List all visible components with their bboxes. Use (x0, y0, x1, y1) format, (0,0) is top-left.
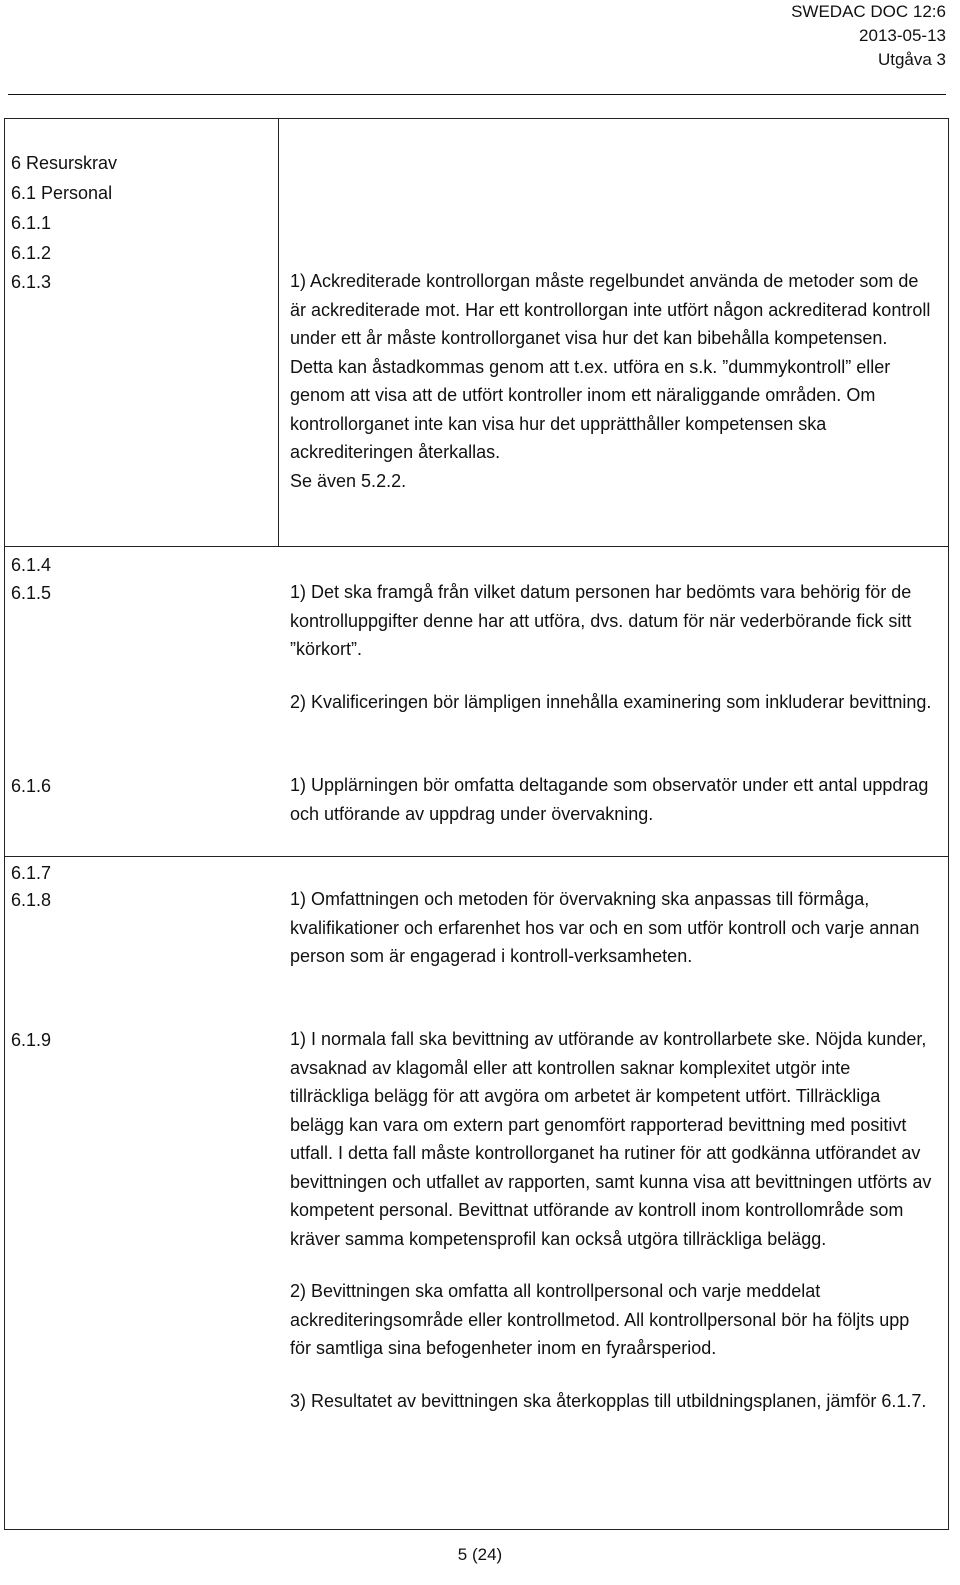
section-title: 6 Resurskrav (11, 153, 118, 173)
header-rule (8, 94, 946, 95)
clause-text-6-1-8 (290, 885, 932, 971)
doc-id: SWEDAC DOC 12:6 (791, 2, 946, 21)
clause-text-6-1-3 (290, 267, 932, 495)
clause-number-6-1-6: 6.1.6 (11, 776, 52, 796)
paragraph: 1) I normala fall ska bevittning av utförande av kontrollarbete ske. Nöjda kunder, avsaknad av klagomål eller att kontrollen saknar komplexitet utgör inte tillräckliga belägg för att avgöra om arbetet är kompetent utfört. Tillräckliga belägg kan vara om extern part genomfört rapporterad bevittning med positivt utfall. I detta fall måste kontrollorganet ha rutiner för att godkänna utförandet av bevittningen och utfallet av rapporten, samt kunna visa att bevittningen utförts av kompetent personal. Bevittnat utförande av kontroll inom kontrollområde som kräver samma kompetensprofil kan också utgöra tillräckliga belägg. (290, 1029, 932, 1249)
paragraph: Se även 5.2.2. (290, 470, 407, 491)
document-header (791, 0, 946, 72)
clause-text-6-1-9 (290, 1025, 932, 1415)
clause-number-6-1-9: 6.1.9 (11, 1030, 52, 1050)
page-number: 5 (24) (457, 1545, 503, 1564)
doc-edition: Utgåva 3 (877, 50, 946, 69)
clause-number-6-1-8: 6.1.8 (11, 890, 52, 910)
row-divider (4, 546, 948, 547)
paragraph: 1) Upplärningen bör omfatta deltagande som observatör under ett antal uppdrag och utförande av uppdrag under övervakning. (290, 775, 929, 824)
clause-text-6-1-6 (290, 771, 932, 828)
clause-number-6-1-7: 6.1.7 (11, 863, 52, 883)
row-divider (4, 856, 948, 857)
paragraph: 1) Omfattningen och metoden för övervakning ska anpassas till förmåga, kvalifikationer och erfarenhet hos var och en som utför kontroll och varje annan person som är engagerad i kontroll-verksamheten. (290, 889, 920, 966)
clause-number-6-1-3: 6.1.3 (11, 272, 52, 292)
paragraph: 1) Det ska framgå från vilket datum personen har bedömts vara behörig för de kontrolluppgifter denne har att utföra, dvs. datum för när vederbörande fick sitt ”körkort”. (290, 582, 912, 659)
paragraph: 2) Kvalificeringen bör lämpligen innehålla examinering som inkluderar bevittning. (290, 691, 932, 712)
doc-date: 2013-05-13 (859, 26, 946, 45)
paragraph: 3) Resultatet av bevittningen ska återkopplas till utbildningsplanen, jämför 6.1.7. (290, 1390, 927, 1411)
clause-number-6-1-5: 6.1.5 (11, 583, 52, 603)
clause-number-6-1-2: 6.1.2 (11, 243, 52, 263)
clause-number-6-1-4: 6.1.4 (11, 555, 52, 575)
column-divider (278, 118, 279, 546)
paragraph: 2) Bevittningen ska omfatta all kontrollpersonal och varje meddelat ackrediteringsområde eller kontrollmetod. All kontrollpersonal bör ha följts upp för samtliga sina befogenheter inom en fyraårsperiod. (290, 1281, 910, 1358)
clause-text-6-1-5 (290, 578, 932, 716)
section-subtitle: 6.1 Personal (11, 183, 113, 203)
paragraph: 1) Ackrediterade kontrollorgan måste regelbundet använda de metoder som de är ackrediterade mot. Har ett kontrollorgan inte utfört någon ackrediterad kontroll under ett år måste kontrollorganet visa hur det kan bibehålla kompetensen. Detta kan åstadkommas genom att t.ex. utföra en s.k. ”dummykontroll” eller genom att visa att de utfört kontroller inom ett näraliggande områden. Om kontrollorganet inte kan visa hur det upprätthåller kompetensen ska ackrediteringen återkallas. (290, 271, 931, 462)
clause-number-6-1-1: 6.1.1 (11, 213, 52, 233)
